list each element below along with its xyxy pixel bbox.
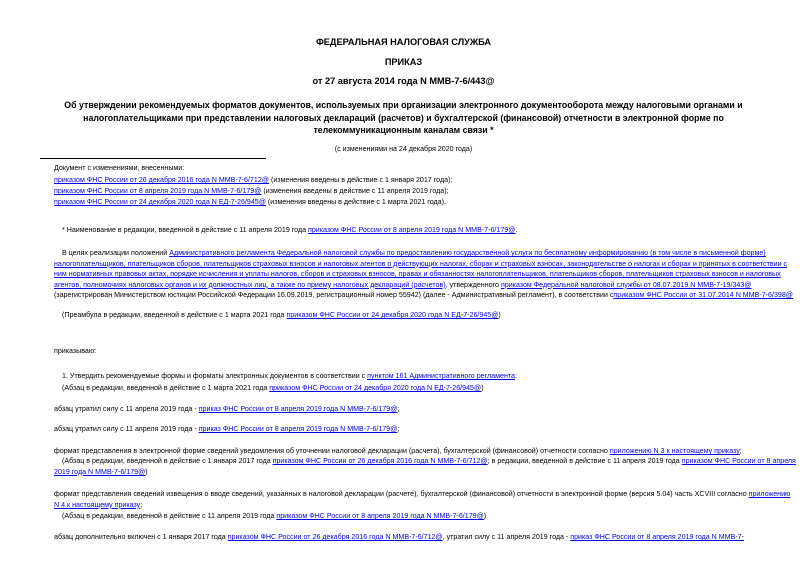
footnote-tail: . — [515, 226, 518, 234]
appendix-link[interactable]: приложению N 3 к настоящему приказу — [609, 447, 740, 455]
format-text: формат представления в электронной форме сведений уведомления об уточнении налоговой декларации (расчета), бухгалтерской (финансовой) отчетности согласно — [54, 447, 610, 455]
lost-text: абзац утратил силу с 11 апреля 2019 года - — [54, 405, 199, 413]
amendment-item — [54, 175, 795, 186]
order-link[interactable]: приказом Федеральной налоговой службы от 08.07.2019 N ММВ-7-19/343@ — [500, 280, 752, 289]
preamble-text: , утвержденного — [445, 280, 501, 289]
note-tail: ) — [483, 512, 487, 520]
appendix-link[interactable]: приложению N 4 к настоящему приказу — [54, 490, 791, 509]
preamble-text: (зарегистрирован Министерством юстиции Российской Федерации 16.09.2019, регистрационный номер 55942) (далее - Административный регламент), в соответствии с — [54, 291, 614, 300]
regulation-link[interactable]: Административного регламента Федеральной налоговой службы по предоставлению государственной услуги по бесплатному информированию (в том числе в письменной форме) налогоплательщиков, плательщиков сборов, плательщиков страховых взносов и налоговых агентов о действующих налогах, сборах и страховых взносах, законодательстве о налогах и сборах и принятых в соответствии с ним нормативных правовых актах, порядке исчисления и уплаты налогов, сборов и страховых взносов, правах и обязанностях налогоплательщиков, плательщиков сборов, плательщиков страховых взносов и налоговых агентов, полномочиях налоговых органов и их должностных лиц, а также по приему налоговых деклараций (расчетов) — [54, 249, 788, 289]
last-text: , утратил силу с 11 апреля 2019 года - — [442, 533, 571, 541]
amendment-tail: (изменения введены в действие с 1 января 2017 года); — [269, 176, 453, 184]
changes-note: (с изменениями на 24 декабря 2020 года) — [334, 145, 473, 153]
note-text: (Абзац в редакции, введенной в действие с 1 марта 2021 года — [62, 384, 270, 392]
lost-paragraph — [54, 424, 795, 435]
preamble-text: В целях реализации положений — [62, 249, 170, 257]
order-link[interactable]: приказом ФНС России от 26 декабря 2016 года N ММВ-7-6/712@ — [227, 533, 443, 541]
footnote — [54, 225, 795, 236]
amendments-intro: Документ с изменениями, внесенными: — [54, 164, 185, 172]
item-tail: : — [515, 372, 517, 380]
note-tail: ) — [498, 311, 501, 319]
lost-link[interactable]: приказ ФНС России от 8 апреля 2019 года N ММВ-7-6/179@ — [198, 425, 398, 433]
format-paragraph — [54, 489, 797, 510]
amendment-link[interactable]: приказом ФНС России от 8 апреля 2019 года N ММВ-7-6/179@ — [54, 187, 262, 195]
note-text: (Преамбула в редакции, введенной в действие с 1 марта 2021 года — [62, 311, 287, 319]
last-paragraph — [54, 532, 795, 543]
doc-type: ПРИКАЗ — [384, 57, 423, 67]
note-text: (Абзац в редакции, введенной в действие с 1 января 2017 года — [62, 457, 273, 465]
regulation-point-link[interactable]: пунктом 161 Административного регламента — [367, 372, 515, 380]
amendment-item — [54, 197, 795, 208]
note-link[interactable]: приказом ФНС России от 8 апреля 2019 года N ММВ-7-6/179@ — [54, 457, 796, 476]
format-note — [54, 456, 797, 477]
lost-paragraph — [54, 404, 795, 415]
amendment-item — [54, 186, 795, 197]
note-tail: ) — [481, 384, 484, 392]
format-text: формат представления сведений извещения о вводе сведений, указанных в налоговой декларации (расчете), бухгалтерской (финансовой) отчетности в электронной форме (версия 5.04) часть XCVIII согласно — [54, 490, 749, 498]
note-link[interactable]: приказом ФНС России от 24 декабря 2020 года N ЕД-7-26/945@ — [286, 311, 499, 319]
document-title: Об утверждении рекомендуемых форматов документов, используемых при организации электронного документооборота между налоговыми органами и налогоплательщиками при представлении налоговых деклараций (расчетов) и бухгалтерской (финансовой) отчетности в электронной форме по телекоммуникационным каналам связи * — [64, 100, 743, 135]
last-text: абзац дополнительно включен с 1 января 2017 года — [54, 533, 228, 541]
item-1 — [54, 371, 795, 382]
note-text: ; в редакции, введенной в действие с 11 апреля 2019 года — [487, 457, 682, 465]
format-tail: ; — [739, 447, 742, 455]
doc-date: от 27 августа 2014 года N ММВ-7-6/443@ — [312, 76, 495, 86]
order-link[interactable]: приказом ФНС России от 31.07.2014 N ММВ-7-6/398@ — [613, 291, 793, 300]
preamble-note — [54, 310, 795, 321]
lost-tail: ; — [397, 425, 400, 433]
divider — [40, 158, 266, 159]
amendment-link[interactable]: приказом ФНС России от 24 декабря 2020 года N ЕД-7-26/945@ — [54, 198, 266, 206]
amendment-link[interactable]: приказом ФНС России от 26 декабря 2016 года N ММВ-7-6/712@ — [54, 176, 269, 184]
format-paragraph — [54, 446, 795, 457]
item-text: 1. Утвердить рекомендуемые формы и форматы электронных документов в соответствии с — [62, 372, 368, 380]
lost-text: абзац утратил силу с 11 апреля 2019 года - — [54, 425, 199, 433]
lost-link[interactable]: приказ ФНС России от 8 апреля 2019 года N ММВ-7-6/179@ — [198, 405, 398, 413]
note-text: (Абзац в редакции, введенной в действие с 11 апреля 2019 года — [62, 512, 277, 520]
note-link[interactable]: приказом ФНС России от 24 декабря 2020 года N ЕД-7-26/945@ — [269, 384, 482, 392]
format-note — [54, 511, 795, 522]
amendment-tail: (изменения введены в действие с 11 апреля 2019 года); — [261, 187, 449, 195]
org-name: ФЕДЕРАЛЬНАЯ НАЛОГОВАЯ СЛУЖБА — [315, 37, 492, 47]
footnote-link[interactable]: приказом ФНС России от 8 апреля 2019 года N ММВ-7-6/179@ — [308, 226, 516, 234]
amendment-tail: (изменения введены в действие с 1 марта 2021 года). — [265, 198, 446, 206]
note-link[interactable]: приказом ФНС России от 26 декабря 2016 года N ММВ-7-6/712@ — [272, 457, 488, 465]
preamble — [54, 248, 797, 301]
order-word: приказываю: — [54, 347, 97, 355]
note-link[interactable]: приказом ФНС России от 8 апреля 2019 года N ММВ-7-6/179@ — [276, 512, 484, 520]
item-1-note — [54, 383, 795, 394]
note-text: ) — [145, 467, 148, 476]
lost-tail: ; — [397, 405, 400, 413]
order-link[interactable]: приказ ФНС России от 8 апреля 2019 года N ММВ-7- — [570, 533, 744, 541]
footnote-text: * Наименование в редакции, введенной в действие с 11 апреля 2019 года — [62, 226, 309, 234]
format-tail: ; — [140, 500, 143, 509]
